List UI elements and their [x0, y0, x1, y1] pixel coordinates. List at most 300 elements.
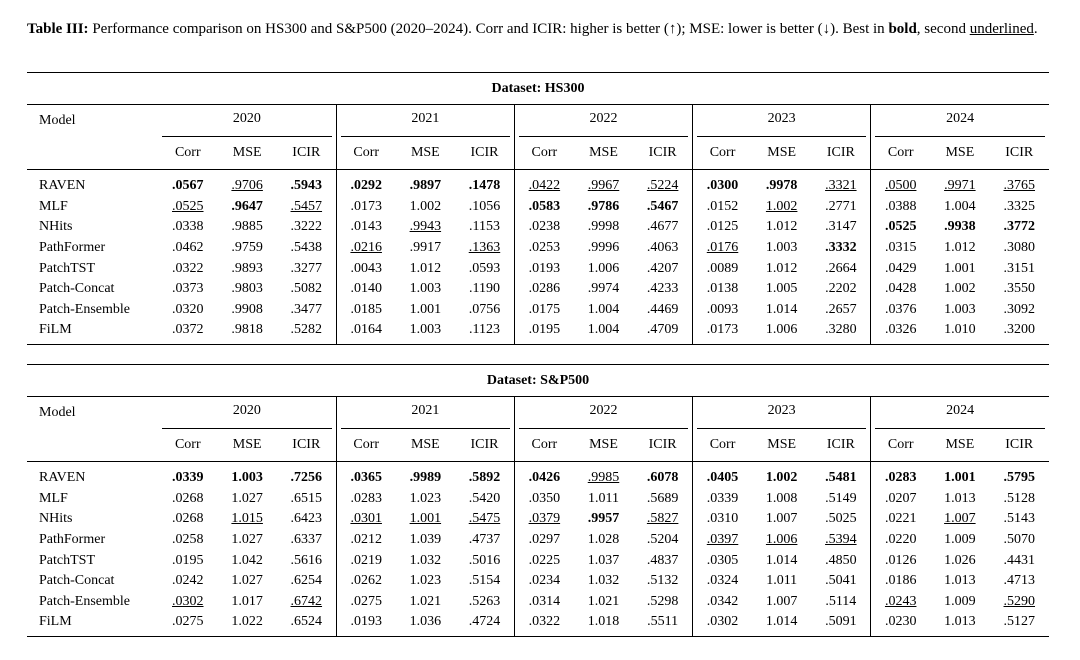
value-cell	[396, 217, 455, 238]
cell-value: .0138	[706, 281, 739, 297]
value-cell	[574, 300, 633, 321]
model-name: NHits	[39, 511, 73, 527]
cell-value: 1.013	[944, 573, 976, 589]
value-cell	[336, 238, 395, 259]
value-cell	[633, 489, 692, 510]
cell-value: .0292	[350, 178, 382, 194]
cell-value: 1.023	[409, 573, 442, 589]
empty-cell	[27, 429, 158, 462]
cell-value: .0243	[884, 593, 917, 609]
value-cell	[990, 530, 1049, 551]
cell-value: 1.021	[409, 593, 442, 609]
value-cell	[871, 217, 930, 238]
value-cell	[930, 550, 989, 571]
value-cell	[811, 530, 870, 551]
value-cell	[336, 217, 395, 238]
value-cell	[217, 258, 276, 279]
cell-value: .5128	[1003, 490, 1036, 506]
value-cell	[574, 320, 633, 344]
dataset-title: Dataset: HS300	[27, 73, 1049, 105]
value-cell	[752, 489, 811, 510]
cell-value: .5127	[1003, 614, 1036, 630]
cell-value: .4431	[1003, 552, 1036, 568]
cell-value: .5070	[1003, 532, 1036, 548]
cell-value: .0525	[172, 198, 204, 214]
cell-value: .9971	[944, 178, 976, 194]
value-cell	[811, 217, 870, 238]
cell-value: .0221	[884, 511, 917, 527]
year-underline	[162, 428, 332, 429]
model-name: RAVEN	[39, 470, 86, 486]
value-cell	[871, 320, 930, 344]
value-cell	[990, 462, 1049, 489]
value-cell	[811, 612, 870, 636]
cell-value: .0216	[350, 240, 382, 256]
metric-header: MSE	[574, 429, 633, 462]
value-cell	[455, 320, 514, 344]
value-cell	[514, 462, 573, 489]
year-underline	[341, 136, 510, 137]
value-cell	[336, 300, 395, 321]
cell-value: .4677	[646, 219, 679, 235]
value-cell	[633, 197, 692, 218]
value-cell	[693, 217, 752, 238]
cell-value: .0275	[172, 614, 204, 630]
metric-header: Corr	[693, 137, 752, 170]
value-cell	[158, 530, 217, 551]
cell-value: .0373	[172, 281, 204, 297]
cell-value: .3280	[825, 322, 857, 338]
value-cell	[455, 258, 514, 279]
cell-value: .0376	[884, 301, 917, 317]
value-cell	[930, 489, 989, 510]
cell-value: .0322	[172, 260, 204, 276]
cell-value: .0283	[884, 470, 917, 486]
cell-value: .1123	[468, 322, 500, 338]
value-cell	[930, 530, 989, 551]
value-cell	[990, 217, 1049, 238]
table-row	[27, 170, 1049, 197]
value-cell	[930, 258, 989, 279]
cell-value: .9786	[587, 198, 620, 214]
value-cell	[811, 197, 870, 218]
cell-value: .2771	[825, 198, 857, 214]
cell-value: 1.006	[765, 322, 798, 338]
value-cell	[217, 197, 276, 218]
caption-underlined-word: underlined	[969, 21, 1034, 37]
cell-value: 1.008	[765, 490, 798, 506]
cell-value: 1.005	[765, 281, 798, 297]
value-cell	[633, 462, 692, 489]
cell-value: 1.012	[944, 240, 976, 256]
year-header	[693, 105, 871, 138]
cell-value: .2657	[825, 301, 857, 317]
cell-value: 1.022	[231, 614, 263, 630]
value-cell	[871, 170, 930, 197]
cell-value: 1.003	[231, 470, 263, 486]
year-underline	[162, 136, 332, 137]
value-cell	[990, 238, 1049, 259]
value-cell	[633, 592, 692, 613]
value-cell	[217, 592, 276, 613]
cell-value: 1.032	[409, 552, 442, 568]
year-header	[514, 105, 692, 138]
value-cell	[752, 571, 811, 592]
cell-value: .0500	[884, 178, 917, 194]
cell-value: 1.002	[765, 470, 798, 486]
caption-bold-word: bold	[888, 21, 917, 37]
value-cell	[871, 258, 930, 279]
value-cell	[336, 612, 395, 636]
value-cell	[455, 612, 514, 636]
cell-value: 1.018	[587, 614, 620, 630]
value-cell	[930, 300, 989, 321]
cell-value: 1.002	[765, 198, 798, 214]
cell-value: .5290	[1003, 593, 1036, 609]
value-cell	[277, 612, 336, 636]
cell-value: .9974	[587, 281, 620, 297]
cell-value: .3772	[1003, 219, 1036, 235]
model-name: PatchTST	[39, 552, 95, 568]
value-cell	[217, 530, 276, 551]
cell-value: 1.032	[587, 573, 620, 589]
cell-value: .0242	[172, 573, 204, 589]
value-cell	[514, 258, 573, 279]
cell-value: .5892	[468, 470, 501, 486]
table-row	[27, 509, 1049, 530]
table-row	[27, 238, 1049, 259]
cell-value: 1.001	[944, 260, 976, 276]
cell-value: .0339	[706, 490, 739, 506]
cell-value: 1.014	[765, 552, 798, 568]
cell-value: .0422	[528, 178, 561, 194]
value-cell	[574, 592, 633, 613]
cell-value: 1.021	[587, 593, 620, 609]
value-cell	[811, 170, 870, 197]
cell-value: .5616	[290, 552, 323, 568]
value-cell	[514, 509, 573, 530]
value-cell	[693, 592, 752, 613]
cell-value: .6524	[290, 614, 323, 630]
cell-value: .0175	[528, 301, 561, 317]
value-cell	[871, 509, 930, 530]
value-cell	[633, 550, 692, 571]
cell-value: .9706	[231, 178, 263, 194]
value-cell	[158, 279, 217, 300]
table-row	[27, 320, 1049, 344]
cell-value: .1478	[468, 178, 501, 194]
value-cell	[811, 300, 870, 321]
table-row	[27, 258, 1049, 279]
cell-value: .5467	[646, 198, 679, 214]
value-cell	[158, 489, 217, 510]
value-cell	[336, 571, 395, 592]
cell-value: .9647	[231, 198, 263, 214]
cell-value: .0302	[172, 593, 204, 609]
year-header	[871, 105, 1049, 138]
value-cell	[633, 612, 692, 636]
value-cell	[811, 279, 870, 300]
cell-value: .0462	[172, 240, 204, 256]
cell-value: 1.027	[231, 490, 263, 506]
cell-value: 1.001	[409, 511, 442, 527]
table-row	[27, 550, 1049, 571]
cell-value: .0388	[884, 198, 917, 214]
metric-header: Corr	[514, 429, 573, 462]
cell-value: .5091	[825, 614, 857, 630]
cell-value: .0286	[528, 281, 561, 297]
metric-header: ICIR	[277, 429, 336, 462]
metric-header: ICIR	[277, 137, 336, 170]
caption-label: Table III:	[27, 21, 89, 37]
metric-header: MSE	[574, 137, 633, 170]
year-label: 2021	[411, 403, 440, 418]
metric-header: MSE	[752, 137, 811, 170]
value-cell	[990, 320, 1049, 344]
metric-header: ICIR	[811, 137, 870, 170]
cell-value: .0212	[350, 532, 382, 548]
value-cell	[158, 170, 217, 197]
cell-value: .1190	[468, 281, 500, 297]
cell-value: 1.011	[588, 490, 619, 506]
value-cell	[752, 279, 811, 300]
value-cell	[871, 612, 930, 636]
value-cell	[752, 550, 811, 571]
year-underline	[519, 428, 688, 429]
value-cell	[396, 197, 455, 218]
year-header	[871, 397, 1049, 430]
cell-value: .9818	[231, 322, 263, 338]
value-cell	[990, 279, 1049, 300]
value-cell	[158, 258, 217, 279]
value-cell	[396, 509, 455, 530]
value-cell	[514, 217, 573, 238]
cell-value: 1.003	[409, 322, 442, 338]
value-cell	[930, 612, 989, 636]
value-cell	[277, 530, 336, 551]
cell-value: .0405	[706, 470, 739, 486]
value-cell	[930, 279, 989, 300]
value-cell	[277, 238, 336, 259]
year-label: 2022	[589, 403, 618, 418]
value-cell	[633, 217, 692, 238]
value-cell	[277, 170, 336, 197]
cell-value: .0253	[528, 240, 561, 256]
value-cell	[158, 571, 217, 592]
cell-value: .0219	[350, 552, 382, 568]
value-cell	[336, 279, 395, 300]
cell-value: .5132	[646, 573, 679, 589]
value-cell	[990, 170, 1049, 197]
value-cell	[752, 462, 811, 489]
cell-value: 1.003	[765, 240, 798, 256]
value-cell	[514, 197, 573, 218]
cell-value: .0193	[350, 614, 382, 630]
model-name: Patch-Ensemble	[39, 593, 130, 609]
metric-header: ICIR	[455, 429, 514, 462]
cell-value: .9938	[944, 219, 976, 235]
value-cell	[455, 217, 514, 238]
value-cell	[277, 462, 336, 489]
value-cell	[277, 571, 336, 592]
value-cell	[158, 300, 217, 321]
cell-value: .5204	[646, 532, 679, 548]
year-label: 2023	[767, 403, 796, 418]
value-cell	[158, 592, 217, 613]
year-underline	[341, 428, 510, 429]
cell-value: .3147	[825, 219, 857, 235]
cell-value: .3332	[825, 240, 857, 256]
metric-header: MSE	[930, 137, 989, 170]
value-cell	[990, 258, 1049, 279]
cell-value: .0143	[350, 219, 382, 235]
value-cell	[455, 550, 514, 571]
value-cell	[930, 217, 989, 238]
value-cell	[574, 217, 633, 238]
value-cell	[871, 550, 930, 571]
value-cell	[277, 592, 336, 613]
cell-value: .5025	[825, 511, 857, 527]
value-cell	[455, 530, 514, 551]
cell-value: .9998	[587, 219, 620, 235]
value-cell	[574, 489, 633, 510]
cell-value: 1.017	[231, 593, 263, 609]
value-cell	[693, 462, 752, 489]
year-label: 2023	[767, 111, 796, 126]
cell-value: 1.014	[765, 614, 798, 630]
value-cell	[336, 320, 395, 344]
cell-value: .9893	[231, 260, 263, 276]
cell-value: 1.014	[765, 301, 798, 317]
model-header: Model	[39, 405, 76, 420]
cell-value: .4233	[646, 281, 679, 297]
cell-value: .5143	[1003, 511, 1036, 527]
value-cell	[930, 592, 989, 613]
cell-value: 1.027	[231, 532, 263, 548]
cell-value: .9917	[409, 240, 442, 256]
cell-value: .0315	[884, 240, 917, 256]
value-cell	[811, 489, 870, 510]
year-underline	[875, 136, 1045, 137]
metric-header: Corr	[514, 137, 573, 170]
cell-value: 1.003	[409, 281, 442, 297]
value-cell	[930, 238, 989, 259]
value-cell	[693, 300, 752, 321]
cell-value: .0429	[884, 260, 917, 276]
value-cell	[217, 509, 276, 530]
value-cell	[277, 320, 336, 344]
value-cell	[990, 300, 1049, 321]
value-cell	[693, 258, 752, 279]
cell-value: .5282	[290, 322, 323, 338]
value-cell	[574, 509, 633, 530]
caption-text: Performance comparison on HS300 and S&P500 (2020–2024). Corr and ICIR: higher is better (↑); MSE: lower is better (↓). Best in	[92, 21, 885, 37]
value-cell	[455, 197, 514, 218]
value-cell	[455, 592, 514, 613]
model-name: MLF	[39, 198, 68, 214]
value-cell	[871, 238, 930, 259]
cell-value: .5795	[1003, 470, 1036, 486]
cell-value: .5041	[825, 573, 857, 589]
cell-value: .6078	[646, 470, 679, 486]
value-cell	[514, 279, 573, 300]
metric-header: MSE	[930, 429, 989, 462]
value-cell	[277, 509, 336, 530]
value-cell	[871, 530, 930, 551]
metric-header: MSE	[217, 429, 276, 462]
cell-value: .5224	[646, 178, 679, 194]
cell-value: .4724	[468, 614, 501, 630]
value-cell	[633, 509, 692, 530]
value-cell	[455, 462, 514, 489]
cell-value: 1.039	[409, 532, 442, 548]
value-cell	[693, 170, 752, 197]
value-cell	[752, 530, 811, 551]
cell-value: .0350	[528, 490, 561, 506]
value-cell	[396, 462, 455, 489]
cell-value: .0583	[528, 198, 561, 214]
value-cell	[633, 530, 692, 551]
metric-header: Corr	[871, 429, 930, 462]
caption-period: .	[1033, 21, 1038, 37]
value-cell	[277, 489, 336, 510]
value-cell	[871, 462, 930, 489]
value-cell	[277, 258, 336, 279]
value-cell	[930, 462, 989, 489]
value-cell	[217, 300, 276, 321]
metric-header: MSE	[396, 137, 455, 170]
cell-value: 1.026	[944, 552, 976, 568]
table-row	[27, 530, 1049, 551]
value-cell	[514, 238, 573, 259]
cell-value: .0238	[528, 219, 561, 235]
value-cell	[217, 238, 276, 259]
value-cell	[752, 217, 811, 238]
cell-value: .9759	[231, 240, 263, 256]
value-cell	[693, 509, 752, 530]
cell-value: .6337	[290, 532, 323, 548]
metric-header: Corr	[336, 429, 395, 462]
year-header	[693, 397, 871, 430]
value-cell	[336, 530, 395, 551]
cell-value: .5394	[825, 532, 857, 548]
value-cell	[811, 258, 870, 279]
cell-value: .3151	[1003, 260, 1036, 276]
model-header: Model	[39, 113, 76, 128]
cell-value: .0185	[350, 301, 382, 317]
value-cell	[574, 571, 633, 592]
value-cell	[396, 300, 455, 321]
cell-value: 1.015	[231, 511, 263, 527]
value-cell	[990, 489, 1049, 510]
year-header	[514, 397, 692, 430]
cell-value: .1056	[468, 198, 501, 214]
year-underline	[519, 136, 688, 137]
cell-value: .6742	[290, 593, 323, 609]
value-cell	[514, 300, 573, 321]
cell-value: .0426	[528, 470, 561, 486]
value-cell	[217, 279, 276, 300]
cell-value: 1.002	[409, 198, 442, 214]
cell-value: .0297	[528, 532, 561, 548]
dataset-title: Dataset: S&P500	[27, 365, 1049, 397]
cell-value: 1.037	[587, 552, 620, 568]
cell-value: 1.006	[765, 532, 798, 548]
cell-value: .0043	[350, 260, 382, 276]
cell-value: .0093	[706, 301, 739, 317]
value-cell	[633, 300, 692, 321]
cell-value: 1.002	[944, 281, 976, 297]
